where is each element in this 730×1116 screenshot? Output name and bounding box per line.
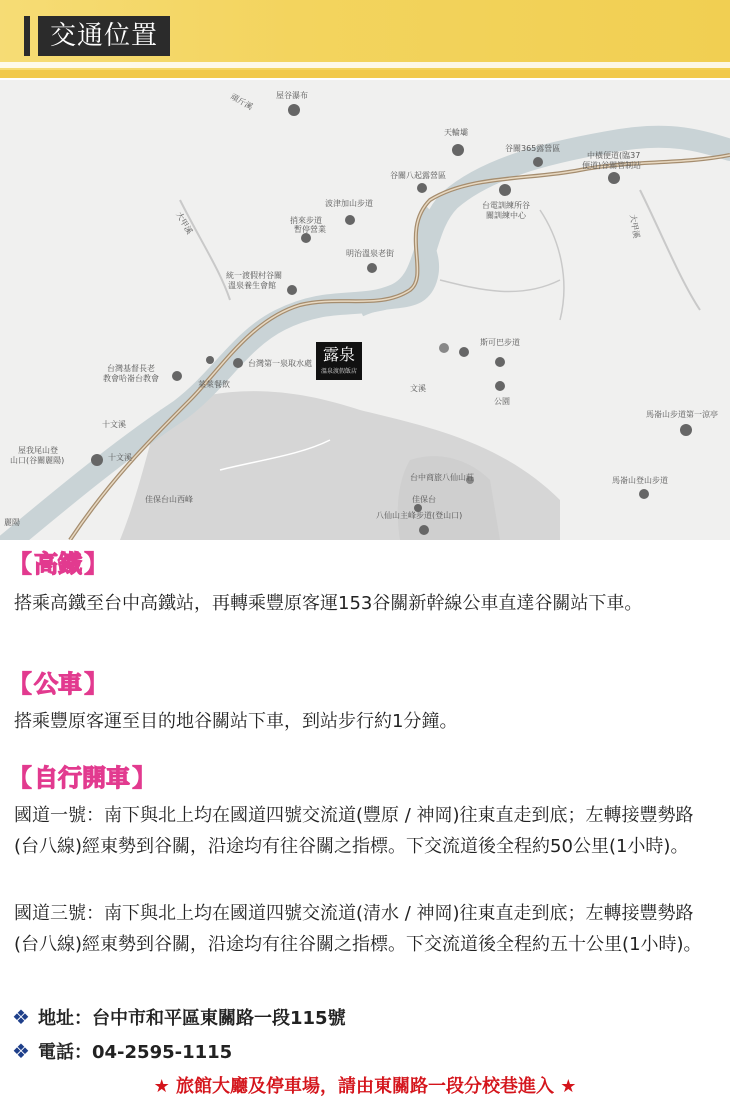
map-label: 谷關八起露營區 (390, 171, 446, 180)
map-label: 台灣第一泉取水處 (248, 359, 312, 368)
map-label: 台電訓練所谷 (482, 201, 530, 210)
map-label: 馬崙山登山步道 (612, 476, 668, 485)
map-label: 天輪壩 (444, 128, 468, 137)
map-label: 文溪 (410, 384, 426, 393)
map-label: 佳保台 (412, 495, 436, 504)
section-heading-driving: 【自行開車】 (8, 764, 156, 792)
map-label: 十文溪 (102, 420, 126, 429)
map-label: 教會哈崙台教會 (103, 374, 159, 383)
map-label: 中橫便道(臨37 (587, 151, 641, 160)
map-label: 八仙山主峰步道(登山口) (376, 511, 463, 520)
hsr-directions: 搭乘高鐵至台中高鐵站，再轉乘豐原客運153谷關新幹線公車直達谷關站下車。 (14, 593, 643, 614)
map-label: 頑斤溪 (229, 91, 255, 112)
driving-directions-freeway-3: 國道三號：南下與北上均在國道四號交流道(清水 / 神岡)往東直走到底；左轉接豐勢路(台八線)經東勢到谷關，沿途均有往谷關之指標。下交流道後全程約五十公里(1小時)。 (14, 903, 702, 955)
map-label: 暫停營業 (294, 225, 326, 234)
driving-directions-freeway-1: 國道一號：南下與北上均在國道四號交流道(豐原 / 神岡)往東直走到底；左轉接豐勢路(台八線)經東勢到谷關，沿途均有往谷關之指標。下交流道後全程約50公里(1小時)。 (14, 805, 694, 857)
map-label: 馬崙山步道第一涼亭 (646, 410, 718, 419)
map-label: 溫泉養生會館 (228, 281, 276, 290)
map-label: 屋谷瀑布 (276, 91, 308, 100)
address-label: 地址： (38, 1008, 92, 1029)
map-label: 台灣基督長老 (107, 364, 155, 373)
location-map[interactable] (0, 80, 730, 540)
map-label: 台中商旅八仙山莊 (410, 473, 474, 482)
section-heading-text: 自行開車 (34, 764, 130, 792)
phone-label: 電話： (38, 1042, 92, 1063)
parking-notice: ★ 旅館大廳及停車場，請由東關路一段分校巷進入 ★ (153, 1076, 577, 1097)
map-label: 明治溫泉老街 (346, 249, 394, 258)
map-label: 十文溪 (108, 453, 132, 462)
page-title: 交通位置 (38, 16, 170, 56)
map-label: 大甲溪 (174, 210, 195, 236)
phone-value[interactable]: 04-2595-1115 (92, 1042, 233, 1063)
map-label: 山口(谷關麗陽) (10, 456, 65, 465)
address-row (10, 1002, 346, 1032)
header-divider (0, 62, 730, 68)
map-label: 佳保台山西峰 (145, 495, 193, 504)
section-heading-bus: 【公車】 (8, 670, 108, 698)
hotel-logo-text: 露泉 (322, 345, 355, 364)
map-label: 捎來步道 (290, 216, 322, 225)
map-label: 屋我尾山登 (18, 446, 58, 455)
phone-row (10, 1036, 232, 1066)
map-label: 萊萊餐飲 (198, 380, 230, 389)
hotel-logo (316, 342, 362, 380)
header-divider-bottom (0, 70, 730, 78)
bus-directions: 搭乘豐原客運至目的地谷關站下車，到站步行約1分鐘。 (14, 711, 458, 732)
header-accent (24, 16, 30, 56)
map-label: 公園 (494, 397, 510, 406)
map-label: 大甲溪 (628, 213, 642, 239)
map-label: 關訓練中心 (486, 211, 526, 220)
diamond-bullet-icon: ❖ (12, 1005, 30, 1029)
diamond-bullet-icon: ❖ (12, 1039, 30, 1063)
map-label: 谷關365露營區 (505, 144, 561, 153)
map-label: 波津加山步道 (325, 199, 373, 208)
page-header (0, 0, 730, 78)
map-label: 便道)谷關管制站 (582, 161, 642, 170)
map-label: 統一渡假村谷關 (226, 271, 282, 280)
address-value: 台中市和平區東關路一段115號 (92, 1008, 346, 1029)
section-heading-text: 高鐵 (34, 550, 82, 578)
section-heading-text: 公車 (34, 670, 82, 698)
map-canvas (0, 80, 730, 540)
section-heading-hsr: 【高鐵】 (8, 550, 108, 578)
hotel-logo-subtext: 溫泉渡假飯店 (320, 368, 357, 375)
map-label: 斯可巴步道 (480, 338, 520, 347)
map-label: 麗陽 (4, 518, 20, 527)
